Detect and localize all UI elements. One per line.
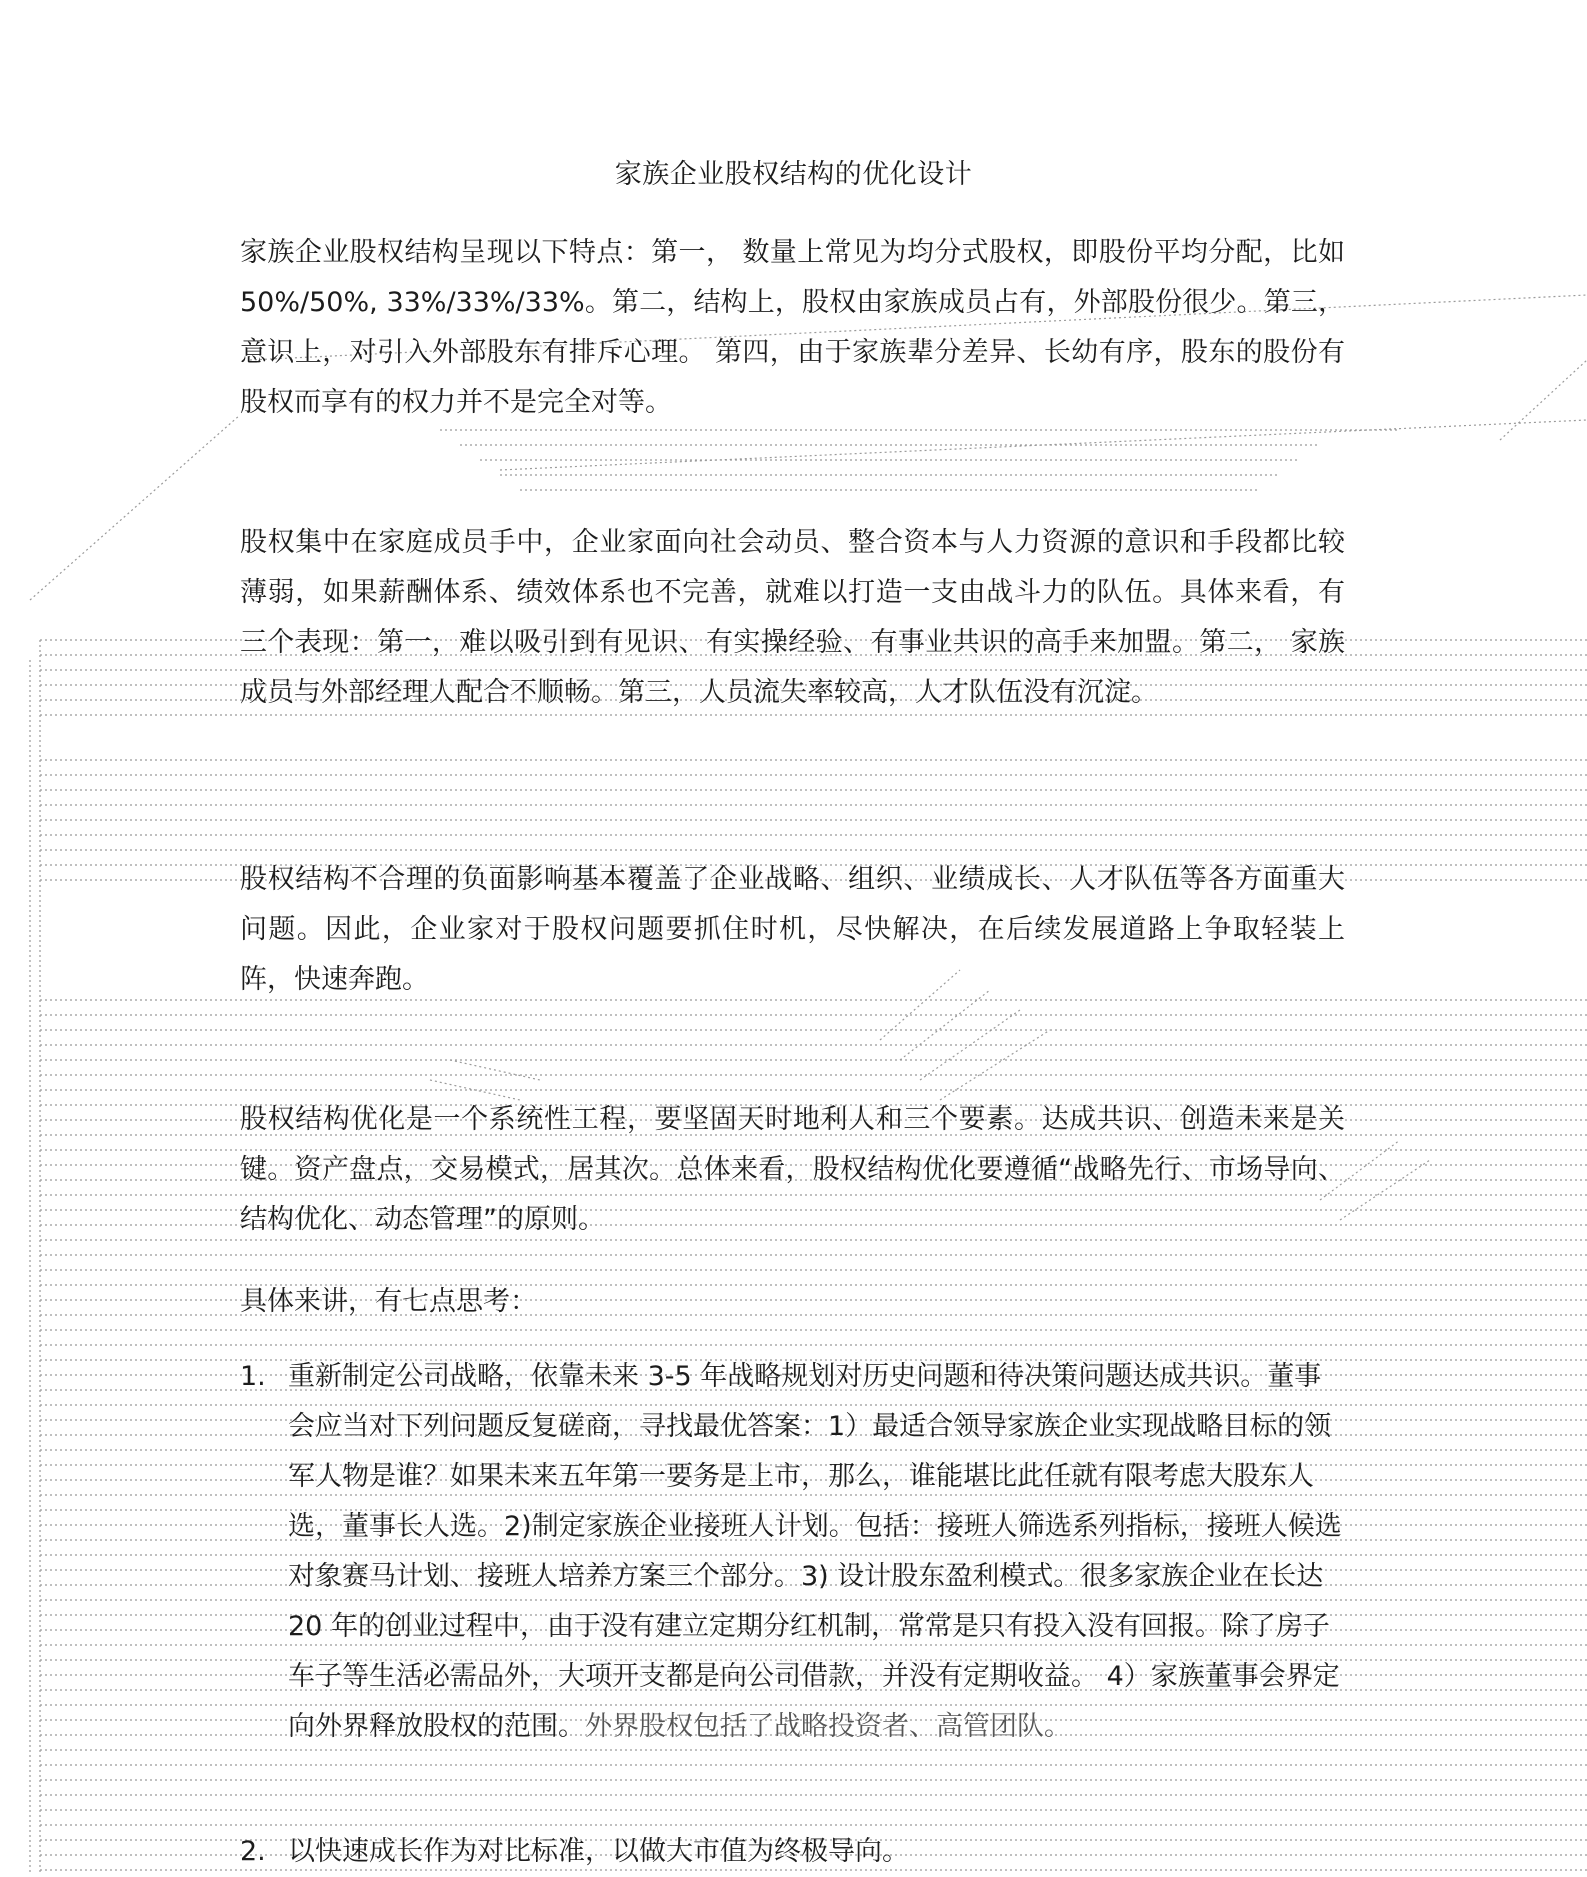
numbered-list bbox=[240, 1352, 1345, 1752]
list-item bbox=[240, 1352, 1345, 1752]
paragraph-concentration: 股权集中在家庭成员手中，企业家面向社会动员、整合资本与人力资源的意识和手段都比较薄弱，如果薪酬体系、绩效体系也不完善，就难以打造一支由战斗力的队伍。具体来看，有三个表现：第一，难以吸引到有见识、有实操经验、有事业共识的高手来加盟。第二， 家族成员与外部经理人配合不顺畅。第三，人员流失率较高，人才队伍没有沉淀。 bbox=[240, 527, 1345, 708]
paragraph-characteristics: 家族企业股权结构呈现以下特点：第一， 数量上常见为均分式股权，即股份平均分配，比如 50%/50%, 33%/33%/33%。第二，结构上，股权由家族成员占有，外部股份很少。第三，意识上，对引入外部股东有排斥心理。 第四，由于家族辈分差异、长幼有序，股东的股份有股权而享有的权力并不是完全对等。 bbox=[240, 237, 1345, 418]
numbered-list-continued bbox=[240, 1827, 1345, 1877]
paragraph-seven-points: 具体来讲，有七点思考： bbox=[240, 1286, 537, 1317]
list-item-text: 重新制定公司战略，依靠未来 3-5 年战略规划对历史问题和待决策问题达成共识。董事会应当对下列问题反复磋商，寻找最优答案：1）最适合领导家族企业实现战略目标的领军人物是谁？如果未来五年第一要务是上市，那么，谁能堪比此任就有限考虑大股东人选，董事长人选。2)制定家族企业接班人计划。包括：接班人筛选系列指标，接班人候选对象赛马计划、接班人培养方案三个部分。3) 设计股东盈利模式。很多家族企业在长达 20 年的创业过程中，由于没有建立定期分红机制，常常是只有投入没有回报。除了房子车子等生活必需品外，大项开支都是向公司借款，并没有定期收益。 4）家族董事会界定向外界释放股权的范围。 bbox=[288, 1361, 1342, 1742]
paragraph-negative-impact: 股权结构不合理的负面影响基本覆盖了企业战略、组织、业绩成长、人才队伍等各方面重大问题。因此，企业家对于股权问题要抓住时机，尽快解决，在后续发展道路上争取轻装上阵，快速奔跑。 bbox=[240, 864, 1345, 995]
paragraph-optimization: 股权结构优化是一个系统性工程，要坚固天时地利人和三个要素。达成共识、创造未来是关键。资产盘点，交易模式，居其次。总体来看，股权结构优化要遵循“战略先行、市场导向、结构优化、动态管理”的原则。 bbox=[240, 1104, 1345, 1235]
list-item-number: 1. bbox=[240, 1361, 266, 1392]
document-title: 家族企业股权结构的优化设计 bbox=[614, 159, 973, 190]
list-item bbox=[240, 1827, 1345, 1877]
list-item-text: 以快速成长作为对比标准，以做大市值为终极导向。 bbox=[288, 1836, 909, 1867]
list-item-text-gray: 外界股权包括了战略投资者、高管团队。 bbox=[585, 1711, 1071, 1742]
list-item-number: 2. bbox=[240, 1836, 266, 1867]
